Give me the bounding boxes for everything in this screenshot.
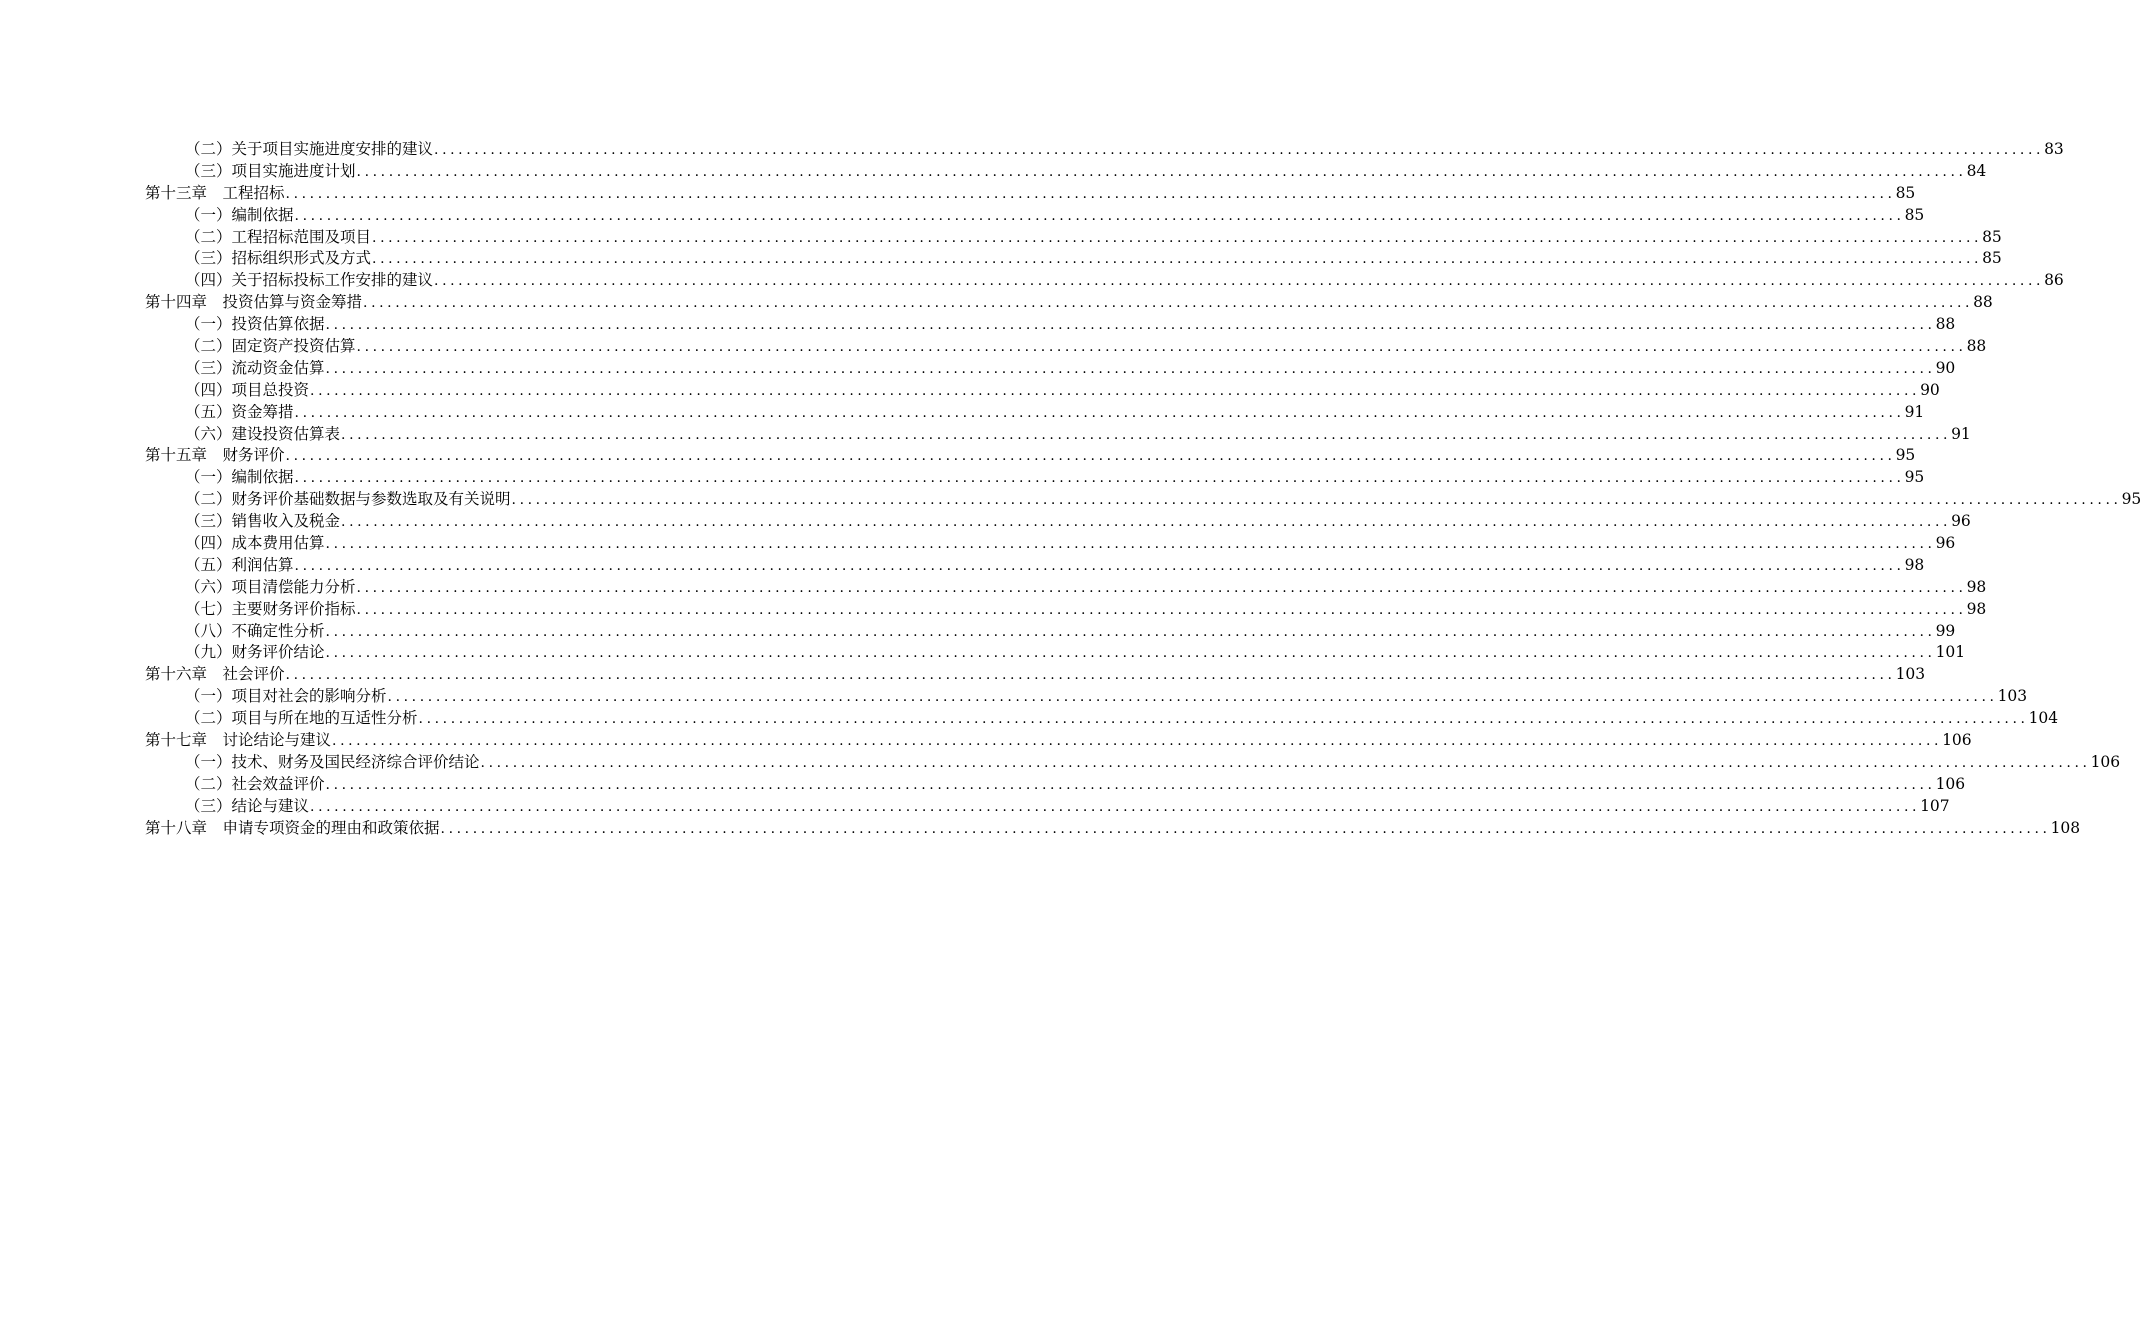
- toc-leader-dots: ........................................................................................................................................................................................................: [325, 360, 1936, 377]
- toc-entry-title: （三）结论与建议: [185, 796, 310, 815]
- toc-entry-title: 第十五章 财务评价: [145, 446, 285, 465]
- toc-leader-dots: ........................................................................................................................................................................................................: [434, 273, 2045, 290]
- toc-section-entry[interactable]: [145, 424, 1971, 446]
- toc-page-number: 95: [1904, 468, 1925, 487]
- toc-entry-title: 第十三章 工程招标: [145, 183, 285, 202]
- toc-section-entry[interactable]: [145, 270, 2064, 292]
- toc-entry-title: （二）关于项目实施进度安排的建议: [185, 140, 434, 158]
- toc-section-entry[interactable]: [145, 621, 1956, 643]
- toc-entry-title: （一）项目对社会的影响分析: [185, 687, 387, 706]
- toc-page-number: 91: [1951, 424, 1971, 443]
- toc-section-entry[interactable]: [145, 205, 1925, 227]
- toc-leader-dots: ........................................................................................................................................................................................................: [372, 251, 1983, 268]
- toc-page-number: 103: [1997, 687, 2028, 706]
- toc-section-entry[interactable]: [145, 248, 2002, 270]
- toc-section-entry[interactable]: [145, 402, 1925, 424]
- toc-entry-title: （三）流动资金估算: [185, 358, 325, 377]
- toc-entry-title: （一）投资估算依据: [185, 315, 325, 334]
- toc-page-number: 108: [2050, 818, 2081, 837]
- toc-entry-title: 第十六章 社会评价: [145, 665, 285, 684]
- table-of-contents: [145, 139, 2141, 840]
- toc-section-entry[interactable]: [145, 511, 1971, 533]
- toc-section-entry[interactable]: [145, 227, 2002, 249]
- toc-page-number: 90: [1935, 358, 1956, 377]
- toc-section-entry[interactable]: [145, 139, 2064, 161]
- toc-entry-title: 第十四章 投资估算与资金筹措: [145, 293, 363, 312]
- toc-leader-dots: ........................................................................................................................................................................................................: [325, 645, 1936, 662]
- toc-section-entry[interactable]: [145, 599, 1987, 621]
- toc-page-number: 83: [2044, 140, 2064, 158]
- toc-section-entry[interactable]: [145, 161, 1987, 183]
- toc-entry-title: （三）项目实施进度计划: [185, 161, 356, 180]
- toc-page-number: 85: [1904, 205, 1925, 224]
- toc-chapter-entry[interactable]: [145, 818, 2081, 840]
- toc-entry-title: （五）资金筹措: [185, 402, 294, 421]
- toc-section-entry[interactable]: [145, 796, 1950, 818]
- toc-section-entry[interactable]: [145, 533, 1956, 555]
- toc-entry-title: （六）项目清偿能力分析: [185, 577, 356, 596]
- toc-entry-title: （二）财务评价基础数据与参数选取及有关说明: [185, 490, 511, 509]
- toc-leader-dots: ........................................................................................................................................................................................................: [325, 317, 1936, 334]
- toc-section-entry[interactable]: [145, 774, 1966, 796]
- toc-page-number: 85: [1982, 249, 2002, 268]
- toc-entry-title: （二）固定资产投资估算: [185, 337, 356, 356]
- toc-entry-title: （一）技术、财务及国民经济综合评价结论: [185, 752, 480, 771]
- toc-page-number: 96: [1935, 534, 1956, 553]
- toc-page-number: 90: [1920, 380, 1940, 399]
- toc-page-number: 85: [1982, 227, 2002, 246]
- toc-page-number: 96: [1951, 512, 1971, 531]
- toc-entry-title: 第十八章 申请专项资金的理由和政策依据: [145, 818, 440, 837]
- toc-entry-title: （五）利润估算: [185, 555, 294, 574]
- toc-leader-dots: ........................................................................................................................................................................................................: [440, 820, 2051, 837]
- toc-leader-dots: ........................................................................................................................................................................................................: [294, 207, 1905, 224]
- toc-leader-dots: ........................................................................................................................................................................................................: [341, 514, 1952, 531]
- toc-entry-title: （八）不确定性分析: [185, 621, 325, 640]
- toc-leader-dots: ........................................................................................................................................................................................................: [294, 557, 1905, 574]
- toc-section-entry[interactable]: [145, 489, 2141, 511]
- toc-entry-title: （一）编制依据: [185, 468, 294, 487]
- toc-entry-title: （三）销售收入及税金: [185, 512, 341, 531]
- toc-page-number: 99: [1935, 621, 1956, 640]
- toc-chapter-entry[interactable]: [145, 664, 1926, 686]
- toc-page-number: 95: [1895, 446, 1916, 465]
- toc-leader-dots: ........................................................................................................................................................................................................: [332, 733, 1943, 750]
- toc-section-entry[interactable]: [145, 380, 1940, 402]
- toc-leader-dots: ........................................................................................................................................................................................................: [356, 579, 1967, 596]
- toc-page-number: 95: [2121, 490, 2141, 509]
- toc-page-number: 103: [1895, 665, 1926, 684]
- toc-entry-title: （二）项目与所在地的互适性分析: [185, 709, 418, 728]
- toc-leader-dots: ........................................................................................................................................................................................................: [480, 754, 2091, 771]
- toc-page-number: 101: [1935, 643, 1966, 662]
- toc-leader-dots: ........................................................................................................................................................................................................: [363, 295, 1974, 312]
- toc-entry-title: （九）财务评价结论: [185, 643, 325, 662]
- toc-section-entry[interactable]: [145, 467, 1925, 489]
- toc-page-number: 98: [1966, 577, 1987, 596]
- toc-leader-dots: ........................................................................................................................................................................................................: [325, 623, 1936, 640]
- toc-page-number: 106: [1935, 774, 1966, 793]
- toc-page-number: 88: [1935, 315, 1956, 334]
- toc-leader-dots: ........................................................................................................................................................................................................: [434, 142, 2045, 158]
- toc-leader-dots: ........................................................................................................................................................................................................: [294, 470, 1905, 487]
- toc-section-entry[interactable]: [145, 752, 2121, 774]
- toc-entry-title: （七）主要财务评价指标: [185, 599, 356, 618]
- toc-chapter-entry[interactable]: [145, 292, 1993, 314]
- toc-page-number: 104: [2028, 709, 2059, 728]
- toc-leader-dots: ........................................................................................................................................................................................................: [356, 339, 1967, 356]
- toc-leader-dots: ........................................................................................................................................................................................................: [325, 776, 1936, 793]
- toc-section-entry[interactable]: [145, 686, 2028, 708]
- toc-page-number: 85: [1895, 183, 1916, 202]
- toc-entry-title: （二）工程招标范围及项目: [185, 227, 372, 246]
- toc-leader-dots: ........................................................................................................................................................................................................: [294, 404, 1905, 421]
- toc-leader-dots: ........................................................................................................................................................................................................: [356, 601, 1967, 618]
- toc-leader-dots: ........................................................................................................................................................................................................: [325, 536, 1936, 553]
- toc-section-entry[interactable]: [145, 555, 1925, 577]
- toc-leader-dots: ........................................................................................................................................................................................................: [387, 689, 1998, 706]
- toc-entry-title: （四）关于招标投标工作安排的建议: [185, 271, 434, 290]
- toc-entry-title: （四）项目总投资: [185, 380, 310, 399]
- toc-entry-title: （二）社会效益评价: [185, 774, 325, 793]
- toc-leader-dots: ........................................................................................................................................................................................................: [372, 229, 1983, 246]
- toc-chapter-entry[interactable]: [145, 445, 1916, 467]
- toc-leader-dots: ........................................................................................................................................................................................................: [418, 711, 2029, 728]
- toc-page-number: 88: [1966, 337, 1987, 356]
- toc-section-entry[interactable]: [145, 314, 1956, 336]
- toc-page-number: 106: [2090, 752, 2121, 771]
- toc-page-number: 98: [1904, 555, 1925, 574]
- toc-entry-title: （一）编制依据: [185, 205, 294, 224]
- toc-page-number: 84: [1966, 161, 1987, 180]
- toc-leader-dots: ........................................................................................................................................................................................................: [285, 185, 1896, 202]
- toc-section-entry[interactable]: [145, 577, 1987, 599]
- toc-leader-dots: ........................................................................................................................................................................................................: [285, 667, 1896, 684]
- toc-entry-title: （四）成本费用估算: [185, 534, 325, 553]
- toc-section-entry[interactable]: [145, 336, 1987, 358]
- toc-page-number: 86: [2044, 271, 2064, 290]
- toc-chapter-entry[interactable]: [145, 183, 1916, 205]
- toc-page-number: 88: [1973, 293, 1993, 312]
- toc-leader-dots: ........................................................................................................................................................................................................: [511, 492, 2122, 509]
- toc-page-number: 98: [1966, 599, 1987, 618]
- toc-chapter-entry[interactable]: [145, 730, 1972, 752]
- toc-section-entry[interactable]: [145, 708, 2059, 730]
- toc-entry-title: （六）建设投资估算表: [185, 424, 341, 443]
- toc-page-number: 106: [1942, 731, 1972, 750]
- toc-entry-title: 第十七章 讨论结论与建议: [145, 731, 332, 750]
- toc-page-number: 107: [1920, 796, 1950, 815]
- toc-page-number: 91: [1904, 402, 1925, 421]
- toc-section-entry[interactable]: [145, 358, 1956, 380]
- toc-leader-dots: ........................................................................................................................................................................................................: [310, 382, 1921, 399]
- toc-section-entry[interactable]: [145, 642, 1966, 664]
- toc-leader-dots: ........................................................................................................................................................................................................: [310, 798, 1921, 815]
- toc-leader-dots: ........................................................................................................................................................................................................: [341, 426, 1952, 443]
- toc-leader-dots: ........................................................................................................................................................................................................: [356, 163, 1967, 180]
- toc-entry-title: （三）招标组织形式及方式: [185, 249, 372, 268]
- toc-leader-dots: ........................................................................................................................................................................................................: [285, 448, 1896, 465]
